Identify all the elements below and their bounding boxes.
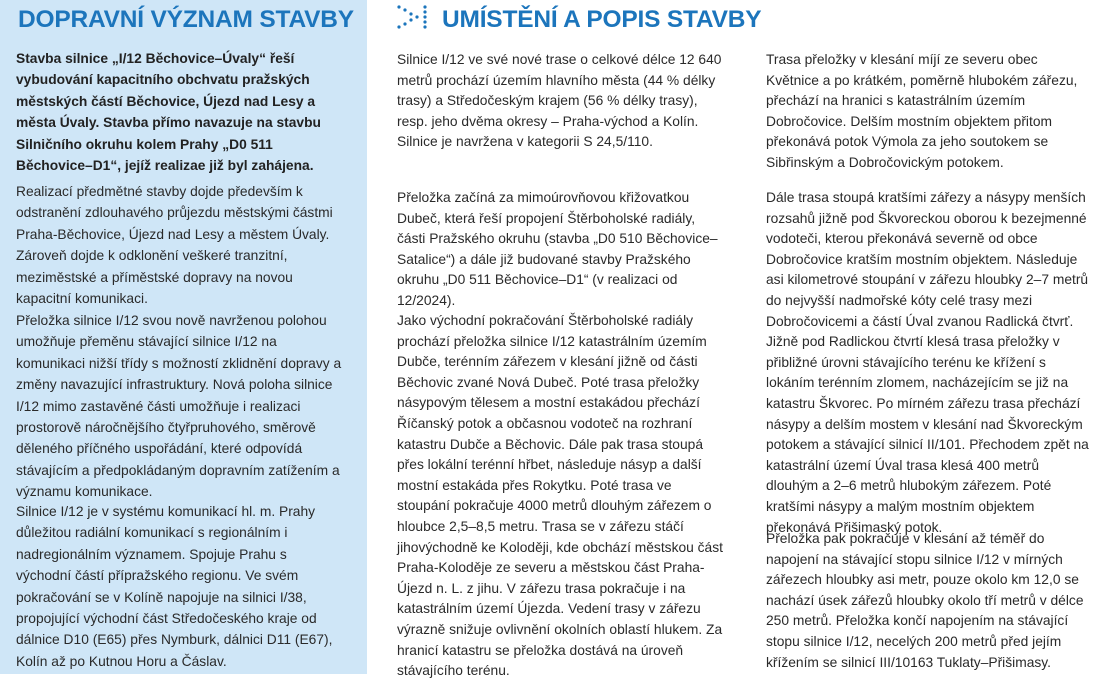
dots-arrow-icon	[396, 4, 430, 30]
column-paragraph: Dále trasa stoupá kratšími zářezy a násypy menších rozsahů jižně pod Škvoreckou oborou k bezejmenné vodoteči, kterou překonává severně od obce Dobročovice kratším mostním objektem. Následuje asi kilometrové stoupání v zářezu hloubky 2–7 metrů do nejvyšší nadmořské kóty celé trasy mezi Dobročovicemi a částí Úval zvanou Radlická čtvrť. Jižně pod Radlickou čtvrtí klesá trasa přeložky v přibližné úrovni stávajícího terénu ke křížení s lokáním terénním zlomem, nacházejícím se již na katastru Škvorec. Po mírném zářezu trasa přechází násypy a delším mostem v klesání nad Škvoreckým potokem a stávající silnicí II/101. Přechodem zpět na katastrální území Úval trasa klesá 400 metrů dlouhým a 2–6 metrů hlubokým zářezem. Poté kratšími násypy a malým mostním objektem překonává Přišimaský potok.	[766, 190, 1089, 535]
section-title-traffic-significance: DOPRAVNÍ VÝZNAM STAVBY	[18, 6, 354, 33]
column-paragraph: Trasa přeložky v klesání míjí ze severu obec Květnice a po krátkém, poměrně hlubokém zářezu, přechází na hranici s katastrálním územím Dobročovice. Delším mostním objektem přitom překonává potok Výmola za jeho soutokem se Sibřinským a Dobročovickým potokem.	[766, 52, 1078, 170]
left-paragraph: Silnice I/12 je v systému komunikací hl. m. Prahy důležitou radiální komunikací s regionálním i nadregionálním významem. Spojuje Prahu s východní částí přípražského regionu. Ve svém pokračování se v Kolíně napojuje na silnici I/38, propojující východní část Středočeského kraje od dálnice D10 (E65) přes Nymburk, dálnici D11 (E67), Kolín až po Kutnou Horu a Čáslav.	[16, 504, 333, 669]
column-paragraph: Přeložka začíná za mimoúrovňovou křižovatkou Dubeč, která řeší propojení Štěrboholské radiály, části Pražského okruhu (stavba „D0 510 Běchovice–Satalice“) a dále již budované stavby Pražského okruhu „D0 511 Běchovice–D1“ (v realizaci od 12/2024).	[397, 190, 718, 308]
left-paragraph: Přeložka silnice I/12 svou nově navrženou polohou umožňuje přeměnu stávající silnice I/12 na komunikaci nižší třídy s možností zklidnění dopravy a změny navazující infrastruktury. Nová poloha silnice I/12 mimo zastavěné části umožňuje i realizaci prostorově náročnějšího čtyřpruhového, směrově děleného příčného uspořádání, které odpovídá stávajícím a předpokládaným dopravním zatížením a významu komunikace.	[16, 313, 342, 500]
section-title-location: UMÍSTĚNÍ A POPIS STAVBY	[442, 6, 762, 33]
right-header	[396, 0, 1096, 40]
left-panel	[0, 0, 367, 674]
left-paragraph: Realizací předmětné stavby dojde především k odstranění zdlouhavého průjezdu městskými částmi Praha-Běchovice, Újezd nad Lesy a městem Úvaly. Zároveň dojde k odklonění veškeré tranzitní, meziměstské a příměstské dopravy na novou kapacitní komunikaci.	[16, 184, 333, 307]
column-paragraph: Jako východní pokračování Štěrboholské radiály prochází přeložka silnice I/12 katastrálním územím Dubče, terénním zářezem v klesání jižně od části Běchovic zvané Nová Dubeč. Poté trasa přeložky násypovým tělesem a mostní estakádou přechází Říčanský potok a občasnou vodoteč na rozhraní katastru Dubče a Běchovic. Dále pak trasa stoupá přes lokální terénní hřbet, následuje násyp a další mostní estakáda přes Rokytku. Poté trasa ve stoupání pokračuje 4000 metrů dlouhým zářezem o hloubce 2,5–8,5 metru. Trasa se v zářezu stáčí jihovýchodně ke Koloději, kde obchází městskou část Praha-Koloděje ze severu a městskou část Praha-Újezd n. L. z jihu. V zářezu trasa pokračuje i na katastrálním území Újezda. Vedení trasy v zářezu výrazně snižuje ovlivnění okolních oblastí hlukem. Za hranicí katastru se přeložka dostává na úroveň stávajícího terénu.	[397, 313, 723, 679]
column-paragraph: Silnice I/12 ve své nové trase o celkové délce 12 640 metrů prochází územím hlavního města (44 % délky trasy) a Středočeským krajem (56 % délky trasy), resp. jeho dvěma okresy – Praha-východ a Kolín. Silnice je navržena v kategorii S 24,5/110.	[397, 52, 722, 150]
intro-paragraph: Stavba silnice „I/12 Běchovice–Úvaly“ řeší vybudování kapacitního obchvatu pražských městských částí Běchovice, Újezd nad Lesy a města Úvaly. Stavba přímo navazuje na stavbu Silničního okruhu kolem Prahy „D0 511 Běchovice–D1“, jejíž realizae již byl zahájena.	[16, 51, 321, 174]
column-paragraph: Přeložka pak pokračuje v klesání až téměř do napojení na stávající stopu silnice I/12 v mírných zářezech hloubky asi metr, pouze okolo km 12,0 se nachází úsek zářezů hloubky okolo tří metrů v délce 250 metrů. Přeložka končí napojením na stávající stopu silnice I/12, necelých 200 metrů před jejím křížením se silnicí III/10163 Tuklaty–Přišimasy.	[766, 531, 1084, 670]
